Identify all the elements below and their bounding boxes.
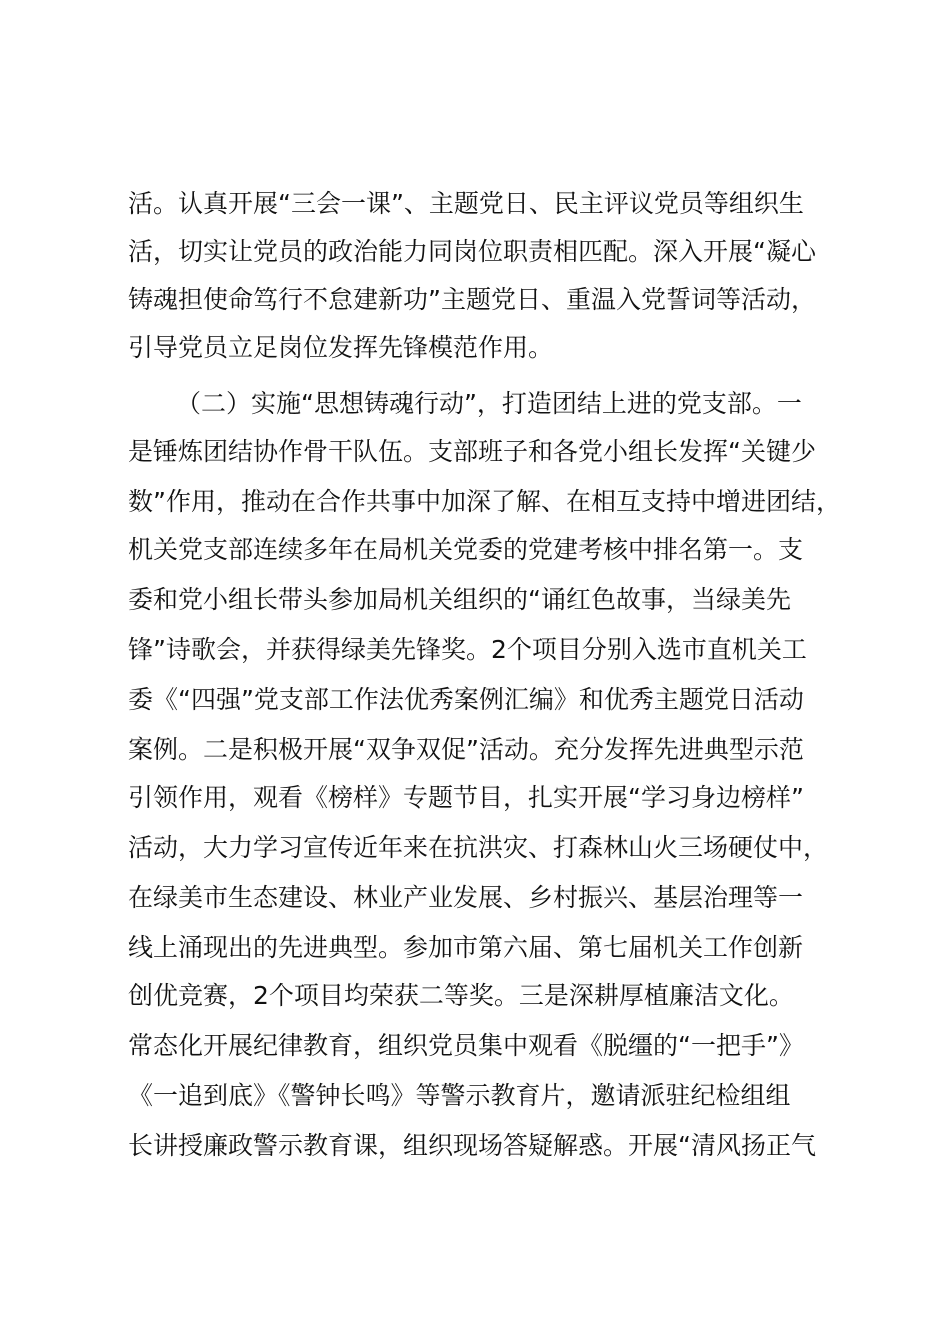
text-line: 引领作用，观看《榜样》专题节目，扎实开展“学习身边榜样” (128, 783, 804, 812)
text-line: 线上涌现出的先进典型。参加市第六届、第七届机关工作创新 (128, 933, 804, 962)
text-line: 常态化开展纪律教育，组织党员集中观看《脱缰的“一把手”》 (128, 1031, 804, 1060)
text-line: 在绿美市生态建设、林业产业发展、乡村振兴、基层治理等一 (128, 883, 804, 912)
text-line: 机关党支部连续多年在局机关党委的党建考核中排名第一。支 (128, 535, 804, 564)
text-line: 锋”诗歌会，并获得绿美先锋奖。2个项目分别入选市直机关工 (128, 635, 807, 664)
text-line: 铸魂担使命笃行不怠建新功”主题党日、重温入党誓词等活动， (128, 285, 816, 314)
text-line: 是锤炼团结协作骨干队伍。支部班子和各党小组长发挥“关键少 (128, 437, 816, 466)
text-line: 引导党员立足岗位发挥先锋模范作用。 (128, 333, 554, 362)
text-line: 案例。二是积极开展“双争双促”活动。充分发挥先进典型示范 (128, 735, 804, 764)
text-line: 委和党小组长带头参加局机关组织的“诵红色故事，当绿美先 (128, 585, 791, 614)
text-line: 创优竞赛，2个项目均荣获二等奖。三是深耕厚植廉洁文化。 (128, 981, 794, 1010)
text-line: 《一追到底》《警钟长鸣》等警示教育片，邀请派驻纪检组组 (128, 1081, 791, 1110)
text-line: 委《“四强”党支部工作法优秀案例汇编》和优秀主题党日活动 (128, 685, 804, 714)
text-line: 活动，大力学习宣传近年来在抗洪灾、打森林山火三场硬仗中， (128, 833, 829, 862)
text-line: 活，切实让党员的政治能力同岗位职责相匹配。深入开展“凝心 (128, 237, 816, 266)
text-line: 长讲授廉政警示教育课，组织现场答疑解惑。开展“清风扬正气 (128, 1131, 816, 1160)
text-line: 数”作用，推动在合作共事中加深了解、在相互支持中增进团结， (128, 487, 841, 516)
text-line: 活。认真开展“三会一课”、主题党日、民主评议党员等组织生 (128, 189, 804, 218)
section-heading-line: （二）实施“思想铸魂行动”，打造团结上进的党支部。一 (176, 389, 802, 418)
